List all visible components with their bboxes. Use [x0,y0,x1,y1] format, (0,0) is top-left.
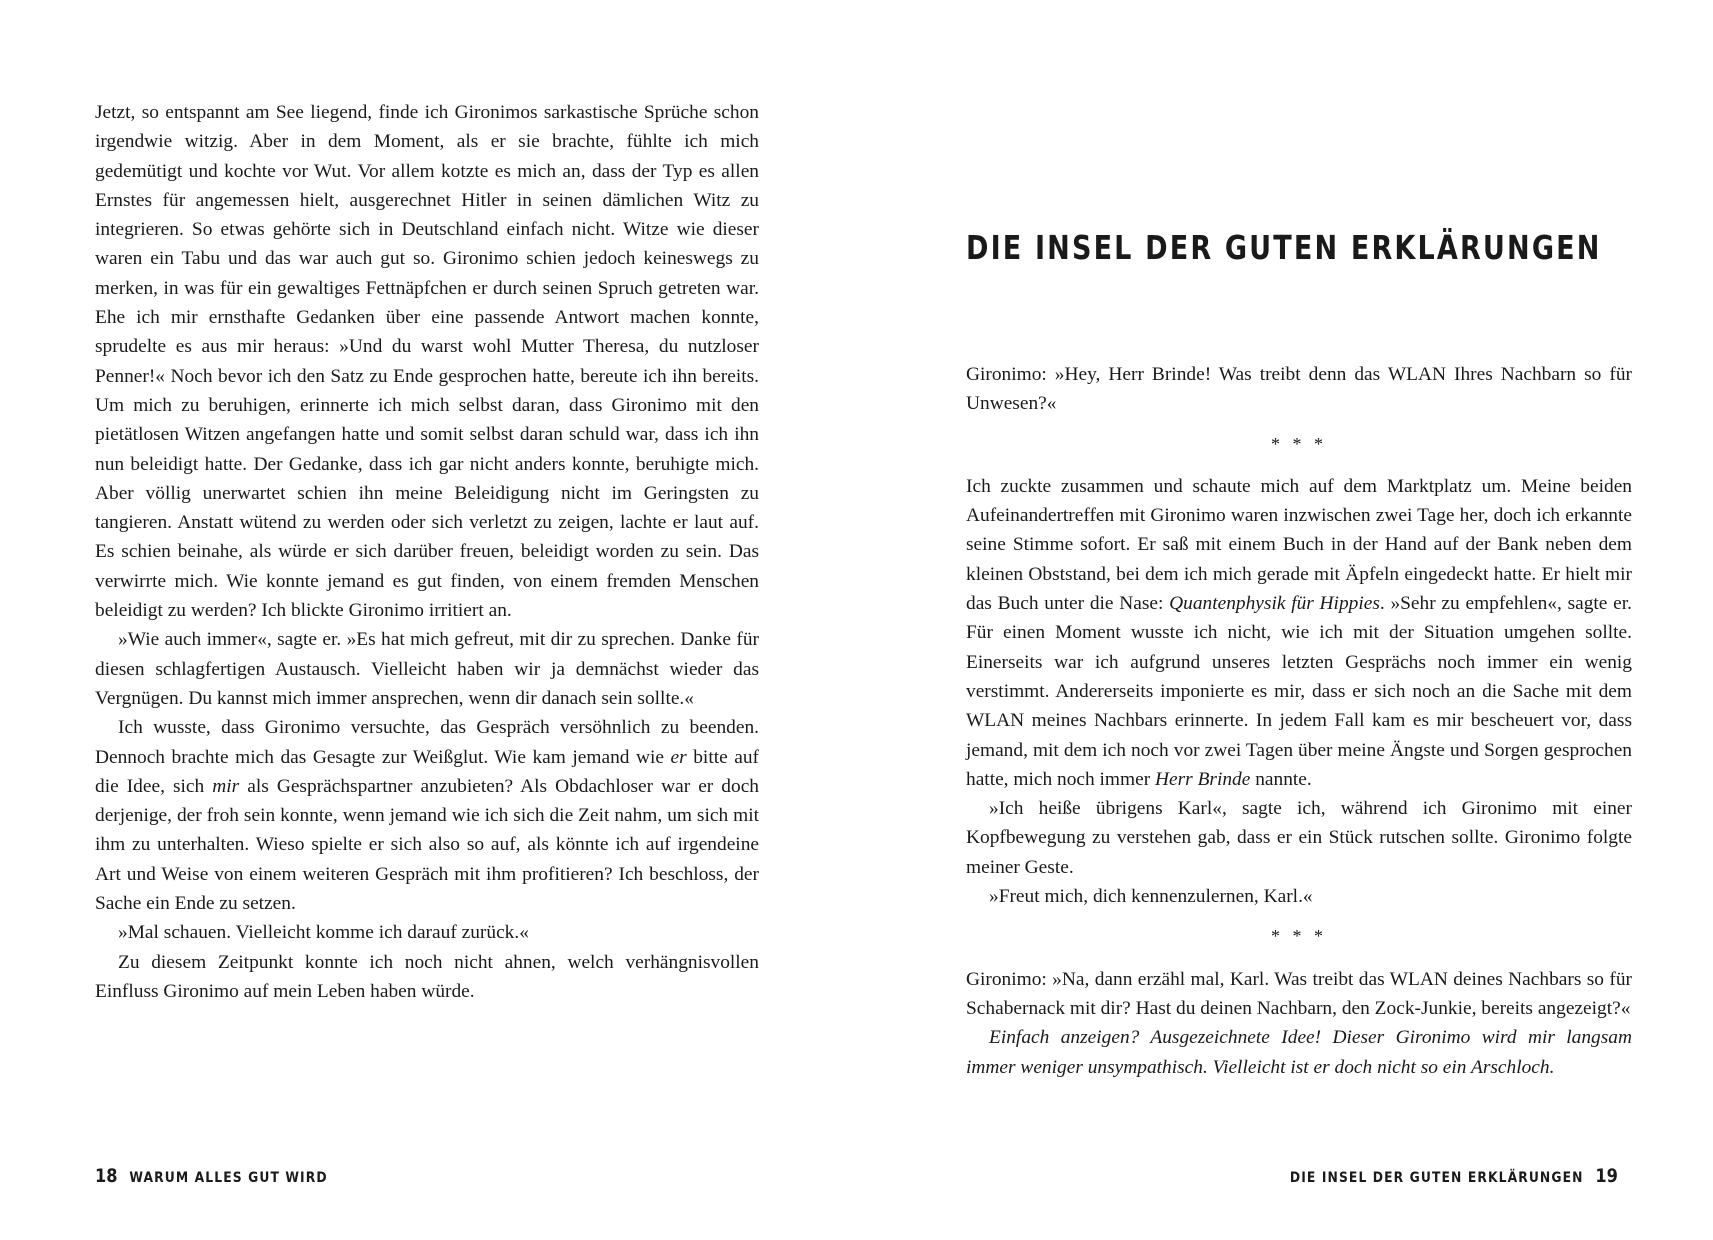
section-separator: * * * [1271,433,1327,454]
running-head: WARUM ALLES GUT WIRD [129,1170,328,1186]
right-footer [1290,1165,1618,1187]
left-page [0,0,856,1240]
paragraph: Gironimo: »Na, dann erzähl mal, Karl. Was treibt das WLAN deines Nachbars so für Schabernack mit dir? Hast du deinen Nachbarn, den Zock-Junkie, bereits angezeigt?« [966,968,1632,1019]
chapter-title: DIE INSEL DER GUTEN ERKLÄRUNGEN [966,228,1602,267]
running-head: DIE INSEL DER GUTEN ERKLÄRUNGEN [1289,1170,1584,1186]
right-page-body [966,360,1632,1082]
page-number: 18 [95,1165,118,1187]
paragraph: »Freut mich, dich kennenzulernen, Karl.« [989,886,1313,908]
paragraph: »Mal schauen. Vielleicht komme ich darauf zurück.« [118,922,529,944]
page-number: 19 [1595,1165,1618,1187]
paragraph: Einfach anzeigen? Ausgezeichnete Idee! Dieser Gironimo wird mir langsam immer weniger unsympathisch. Vielleicht ist er doch nicht so ein Arschloch. [966,1027,1632,1078]
paragraph: »Ich heiße übrigens Karl«, sagte ich, während ich Gironimo mit einer Kopfbewegung zu verstehen gab, dass er ein Stück rutschen sollte. Gironimo folgte meiner Geste. [966,798,1632,878]
left-footer [95,1165,328,1187]
left-page-body [95,98,759,1006]
right-page [856,0,1713,1240]
section-separator: * * * [1271,926,1327,947]
paragraph: Gironimo: »Hey, Herr Brinde! Was treibt denn das WLAN Ihres Nachbarn so für Unwesen?« [966,364,1632,415]
paragraph: Ich wusste, dass Gironimo versuchte, das Gespräch versöhnlich zu beenden. Dennoch brachte mich das Gesagte zur Weißglut. Wie kam jemand wie er bitte auf die Idee, sich mir als Gesprächspartner anzubieten? Als Obdachloser war er doch derjenige, der froh sein konnte, wenn jemand wie ich sich die Zeit nahm, um sich mit ihm zu unterhalten. Wieso spielte er sich also so auf, als könnte ich auf irgendeine Art und Weise von einem weiteren Gespräch mit ihm profitieren? Ich beschloss, der Sache ein Ende zu setzen. [95,717,760,915]
paragraph: Zu diesem Zeitpunkt konnte ich noch nicht ahnen, welch verhängnisvollen Einfluss Gironimo auf mein Leben haben würde. [95,951,759,1002]
paragraph: »Wie auch immer«, sagte er. »Es hat mich gefreut, mit dir zu sprechen. Danke für diesen schlagfertigen Austausch. Vielleicht haben wir ja demnächst wieder das Vergnügen. Du kannst mich immer ansprechen, wenn dir danach sein sollte.« [95,629,759,709]
paragraph: Ich zuckte zusammen und schaute mich auf dem Marktplatz um. Meine beiden Aufeinandertreffen mit Gironimo waren inzwischen zwei Tage her, doch ich erkannte seine Stimme sofort. Er saß mit einem Buch in der Hand auf der Bank neben dem kleinen Obststand, bei dem ich mich gerade mit Äpfeln eingedeckt hatte. Er hielt mir das Buch unter die Nase: Quantenphysik für Hippies. »Sehr zu empfehlen«, sagte er. Für einen Moment wusste ich nicht, wie ich mit der Situation umgehen sollte. Einerseits war ich aufgrund unseres letzten Gesprächs noch immer ein wenig verstimmt. Andererseits imponierte es mir, dass er sich noch an die Sache mit dem WLAN meines Nachbars erinnerte. In jedem Fall kam es mir bescheuert vor, dass jemand, mit dem ich noch vor zwei Tagen über meine Ängste und Sorgen gesprochen hatte, mich noch immer Herr Brinde nannte. [966,475,1632,790]
paragraph: Jetzt, so entspannt am See liegend, finde ich Gironimos sarkastische Sprüche schon irgendwie witzig. Aber in dem Moment, als er sie brachte, fühlte ich mich gedemütigt und kochte vor Wut. Vor allem kotzte es mich an, dass der Typ es allen Ernstes für angemessen hielt, ausgerechnet Hitler in seinen dämlichen Witz zu integrieren. So etwas gehörte sich in Deutschland einfach nicht. Witze wie dieser waren ein Tabu und das war auch gut so. Gironimo schien jedoch keineswegs zu merken, in was für ein gewaltiges Fettnäpfchen er durch seinen Spruch getreten war. Ehe ich mir ernsthafte Gedanken über eine passende Antwort machen konnte, sprudelte es aus mir heraus: »Und du warst wohl Mutter Theresa, du nutzloser Penner!« Noch bevor ich den Satz zu Ende gesprochen hatte, bereute ich ihn bereits. Um mich zu beruhigen, erinnerte ich mich selbst daran, dass Gironimo mit den pietätlosen Witzen angefangen hatte und somit selbst daran schuld war, dass ich ihn nun beleidigt hatte. Der Gedanke, dass ich gar nicht anders konnte, beruhigte mich. Aber völlig unerwartet schien ihn meine Beleidigung nicht im Geringsten zu tangieren. Anstatt wütend zu werden oder sich verletzt zu zeigen, lachte er laut auf. Es schien beinahe, als würde er sich darüber freuen, beleidigt worden zu sein. Das verwirrte mich. Wie konnte jemand es gut finden, von einem fremden Menschen beleidigt zu werden? Ich blickte Gironimo irritiert an. [95,102,759,622]
